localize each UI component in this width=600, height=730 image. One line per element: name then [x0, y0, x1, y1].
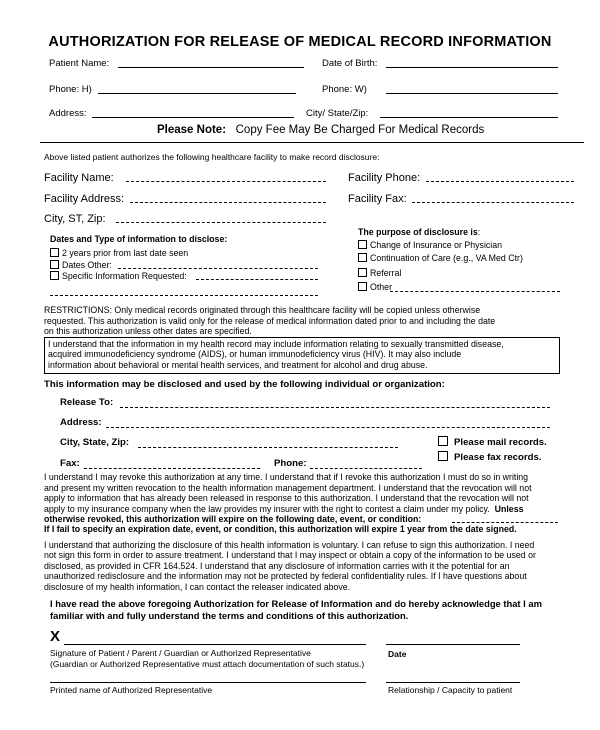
facility-fax-field[interactable]	[412, 202, 574, 203]
checkbox-icon	[50, 248, 59, 257]
fax-records-option[interactable]: Please fax records.	[438, 451, 541, 463]
facility-fax-label: Facility Fax:	[348, 193, 407, 205]
acknowledge-line-1: I have read the above foregoing Authorization for Release of Information and do hereby acknowledge that I am	[50, 598, 542, 609]
date-option-2years[interactable]: 2 years prior from last date seen	[50, 248, 188, 258]
revoke-line-4: apply to my insurance company when the law provides my insurer with the right to contest a claim under my policy. Unless	[44, 504, 524, 514]
facility-phone-field[interactable]	[426, 181, 574, 182]
date-label: Date	[388, 649, 407, 659]
release-fax-label: Fax:	[60, 458, 80, 469]
patient-name-field[interactable]	[118, 67, 304, 68]
intro-text: Above listed patient authorizes the following healthcare facility to make record disclosure:	[44, 152, 380, 162]
address-label: Address:	[49, 108, 87, 119]
release-to-field[interactable]	[120, 407, 550, 408]
checkbox-icon	[438, 436, 448, 446]
facility-name-label: Facility Name:	[44, 172, 114, 184]
facility-address-label: Facility Address:	[44, 193, 125, 205]
voluntary-line-3: disclosed, as provided in CFR 164.524. I understand that any disclosure of information carries with it the potential for an	[44, 561, 510, 571]
revoke-line-1: I understand I may revoke this authorization at any time. I understand that if I revoke this authorization I must do so in writing	[44, 472, 529, 482]
release-city-label: City, State, Zip:	[60, 437, 130, 448]
please-note-text: Copy Fee May Be Charged For Medical Records	[235, 124, 485, 136]
facility-city-field[interactable]	[116, 222, 326, 223]
checkbox-icon	[50, 271, 59, 280]
divider-top	[40, 142, 584, 143]
dates-heading: Dates and Type of information to disclose:	[50, 234, 228, 244]
dob-field[interactable]	[386, 67, 558, 68]
printed-name-field[interactable]	[50, 682, 366, 683]
purpose-option-continuation[interactable]: Continuation of Care (e.g., VA Med Ctr)	[358, 253, 523, 263]
address-field[interactable]	[92, 117, 294, 118]
signature-x-mark: X	[50, 628, 61, 645]
phone-work-field[interactable]	[386, 93, 558, 94]
checkbox-icon	[358, 282, 367, 291]
revoke-line-3: apply to information that has already been released in response to this authorization. I understand that the revocation will not	[44, 493, 529, 503]
purpose-heading: The purpose of disclosure is:	[358, 227, 481, 237]
please-note	[157, 124, 484, 136]
voluntary-line-5: disclosure of my health information, I can contact the releaser indicated above.	[44, 582, 351, 592]
date-option-specific[interactable]: Specific Information Requested:	[50, 271, 187, 281]
city-state-zip-label: City/ State/Zip:	[306, 108, 369, 119]
restrictions-line-1: RESTRICTIONS: Only medical records originated through this healthcare facility will be copied unless otherwise	[44, 305, 481, 315]
expiration-field[interactable]	[452, 522, 558, 523]
checkbox-icon	[358, 240, 367, 249]
release-phone-label: Phone:	[274, 458, 307, 469]
checkbox-icon	[358, 268, 367, 277]
printed-name-label: Printed name of Authorized Representative	[50, 685, 213, 695]
please-note-label: Please Note:	[157, 124, 227, 136]
revoke-line-5: otherwise revoked, this authorization will expire on the following date, event, or condition:	[44, 514, 422, 524]
acknowledge-line-2: familiar with and fully understand the terms and conditions of this authorization.	[50, 610, 409, 621]
revoke-line-6: If I fail to specify an expiration date, event, or condition, this authorization will expire 1 year from the date signed.	[44, 524, 517, 534]
facility-phone-label: Facility Phone:	[348, 172, 421, 184]
voluntary-line-1: I understand that authorizing the disclosure of this health information is voluntary. I can refuse to sign this authorization. I need	[44, 540, 535, 550]
phone-home-label: Phone: H)	[49, 84, 92, 95]
purpose-option-referral[interactable]: Referral	[358, 268, 401, 278]
phone-work-label: Phone: W)	[322, 84, 367, 95]
boxed-line-1: I understand that the information in my health record may include information relating to sexually transmitted disease,	[48, 339, 504, 349]
form-title: AUTHORIZATION FOR RELEASE OF MEDICAL RECORD INFORMATION	[48, 34, 552, 50]
relationship-label: Relationship / Capacity to patient	[388, 685, 513, 695]
facility-address-field[interactable]	[130, 202, 326, 203]
city-state-zip-field[interactable]	[380, 117, 558, 118]
facility-city-label: City, ST, Zip:	[44, 213, 106, 225]
signature-note: (Guardian or Authorized Representative must attach documentation of such status.)	[50, 659, 365, 669]
release-to-label: Release To:	[60, 397, 114, 408]
voluntary-line-4: unauthorized redisclosure and the information may not be protected by federal confidentiality rules. If I have questions about	[44, 571, 527, 581]
dates-other-field[interactable]	[118, 268, 318, 269]
mail-records-option[interactable]: Please mail records.	[438, 436, 547, 448]
facility-name-field[interactable]	[126, 181, 326, 182]
release-address-field[interactable]	[106, 427, 550, 428]
date-field[interactable]	[386, 644, 520, 645]
boxed-line-3: information about behavioral or mental health services, and treatment for alcohol and drug abuse.	[48, 360, 428, 370]
relationship-field[interactable]	[386, 682, 520, 683]
voluntary-line-2: not sign this form in order to assure treatment. I understand that I may inspect or obtain a copy of the information to be used or	[44, 550, 536, 560]
date-option-other[interactable]: Dates Other:	[50, 260, 112, 270]
specific-info-field-2[interactable]	[50, 295, 318, 296]
release-fax-field[interactable]	[84, 468, 260, 469]
release-city-field[interactable]	[138, 447, 398, 448]
purpose-option-insurance[interactable]: Change of Insurance or Physician	[358, 240, 502, 250]
revoke-line-2: and present my written revocation to the health information management department. I understand that the revocation will not	[44, 483, 532, 493]
checkbox-icon	[438, 451, 448, 461]
signature-field[interactable]	[64, 644, 366, 645]
purpose-other-field[interactable]	[390, 291, 560, 292]
specific-info-field[interactable]	[196, 279, 318, 280]
release-address-label: Address:	[60, 417, 102, 428]
release-phone-field[interactable]	[310, 468, 422, 469]
patient-name-label: Patient Name:	[49, 58, 110, 69]
dob-label: Date of Birth:	[322, 58, 378, 69]
phone-home-field[interactable]	[98, 93, 296, 94]
checkbox-icon	[358, 253, 367, 262]
purpose-option-other[interactable]: Other	[358, 282, 392, 292]
restrictions-line-2: requested. This authorization is valid only for the release of medical information dated prior to and including the date	[44, 316, 496, 326]
checkbox-icon	[50, 260, 59, 269]
signature-label: Signature of Patient / Parent / Guardian or Authorized Representative	[50, 648, 311, 658]
restrictions-line-3: on this authorization unless other dates are specified.	[44, 326, 252, 336]
disclose-heading: This information may be disclosed and used by the following individual or organization:	[44, 379, 445, 390]
boxed-line-2: acquired immunodeficiency syndrome (AIDS), or human immunodeficiency virus (HIV). It may also include	[48, 349, 462, 359]
